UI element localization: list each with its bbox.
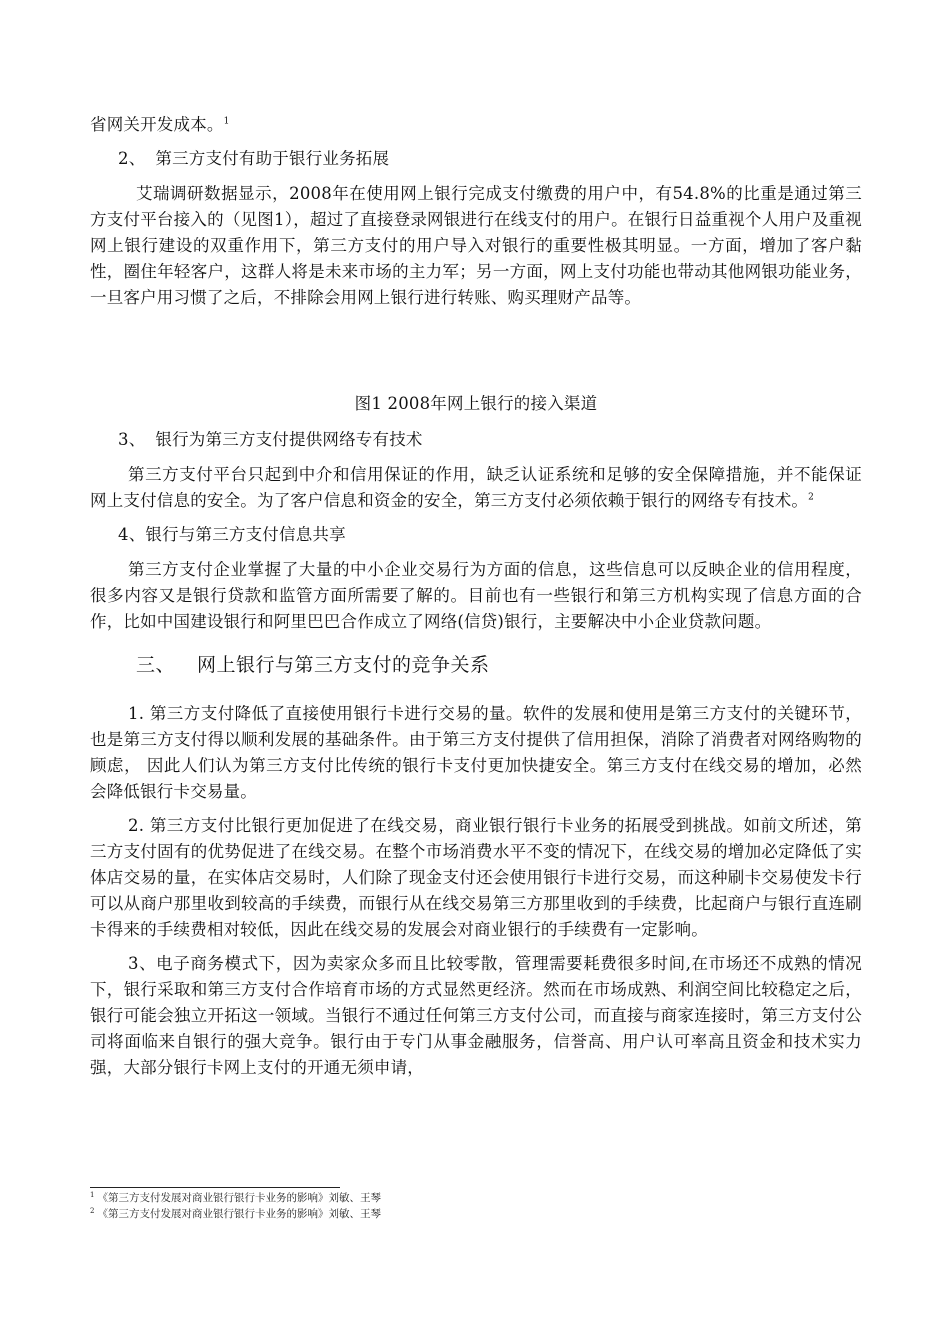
intro-fragment: 省网关开发成本。$^1$ — [90, 115, 230, 134]
section-3-paragraph-3: 3、电子商务模式下，因为卖家众多而且比较零散，管理需要耗费很多时间,在市场还不成熟的情况下，银行采取和第三方支付合作培育市场的方式显然更经济。然而在市场成熟、利润空间比较稳定之后，银行可能会独立开拓这一领域。当银行不通过任何第三方支付公司，而直接与商家连接时，第三方支付公司将面临来自银行的强大竞争。银行由于专门从事金融服务，信誉高、用户认可率高且资金和技术实力强，大部分银行卡网上支付的开通无须申请， — [90, 954, 862, 1077]
point-3-title: 银行为第三方支付提供网络专有技术 — [155, 430, 423, 449]
footnote-1: $^1$ 《第三方支付发展对商业银行银行卡业务的影响》刘敏、王琴 — [90, 1190, 381, 1204]
footnote-2: $^2$ 《第三方支付发展对商业银行银行卡业务的影响》刘敏、王琴 — [90, 1206, 381, 1220]
section-3-heading-text: 网上银行与第三方支付的竞争关系 — [197, 654, 490, 676]
point-2-title: 第三方支付有助于银行业务拓展 — [155, 149, 390, 168]
point-3-number: 3、 — [118, 430, 146, 449]
section-3-paragraph-1: 1. 第三方支付降低了直接使用银行卡进行交易的量。软件的发展和使用是第三方支付的关键环节，也是第三方支付得以顺利发展的基础条件。由于第三方支付提供了信用担保，消除了消费者对网络购物的顾虑， 因此人们认为第三方支付比传统的银行卡支付更加快捷安全。第三方支付在线交易的增加，必然会降低银行卡交易量。 — [90, 704, 862, 801]
point-2-heading — [90, 146, 862, 172]
point-4-body: 第三方支付企业掌握了大量的中小企业交易行为方面的信息，这些信息可以反映企业的信用程度，很多内容又是银行贷款和监管方面所需要了解的。目前也有一些银行和第三方机构实现了信息方面的合作，比如中国建设银行和阿里巴巴合作成立了网络(信贷)银行，主要解决中小企业贷款问题。 — [90, 560, 862, 631]
section-3-paragraph-2: 2. 第三方支付比银行更加促进了在线交易，商业银行银行卡业务的拓展受到挑战。如前文所述，第三方支付固有的优势促进了在线交易。在整个市场消费水平不变的情况下，在线交易的增加必定降低了实体店交易的量，在实体店交易时，人们除了现金支付还会使用银行卡进行交易，而这种刷卡交易使发卡行可以从商户那里收到较高的手续费，而银行从在线交易第三方那里收到的手续费，比起商户与银行直连刷卡得来的手续费相对较低，因此在线交易的发展会对商业银行的手续费有一定影响。 — [90, 816, 862, 939]
section-3-number: 三、 — [136, 654, 176, 676]
footnote-divider — [90, 1187, 340, 1188]
point-2-body: 艾瑞调研数据显示，2008年在使用网上银行完成支付缴费的用户中，有54.8%的比重是通过第三方支付平台接入的（见图1），超过了直接登录网银进行在线支付的用户。在银行日益重视个人用户及重视网上银行建设的双重作用下，第三方支付的用户导入对银行的重要性极其明显。一方面，增加了客户黏性，圈住年轻客户，这群人将是未来市场的主力军；另一方面，网上支付功能也带动其他网银功能业务，一旦客户用习惯了之后，不排除会用网上银行进行转账、购买理财产品等。 — [90, 184, 862, 307]
figure-1-caption: 图1 2008年网上银行的接入渠道 — [354, 394, 598, 413]
footnote-ref-2[interactable]: 2 — [808, 492, 815, 503]
point-3-heading — [90, 427, 862, 453]
footnote-ref-1[interactable]: 1 — [223, 116, 230, 127]
point-4-heading: 4、银行与第三方支付信息共享 — [118, 525, 346, 544]
point-2-number: 2、 — [118, 149, 146, 168]
section-3-title — [90, 651, 862, 679]
point-3-body: 第三方支付平台只起到中介和信用保证的作用，缺乏认证系统和足够的安全保障措施，并不能保证网上支付信息的安全。为了客户信息和资金的安全，第三方支付必须依赖于银行的网络专有技术。$^2$ — [90, 465, 862, 510]
document-page — [90, 112, 862, 1081]
footnotes — [90, 1187, 862, 1222]
